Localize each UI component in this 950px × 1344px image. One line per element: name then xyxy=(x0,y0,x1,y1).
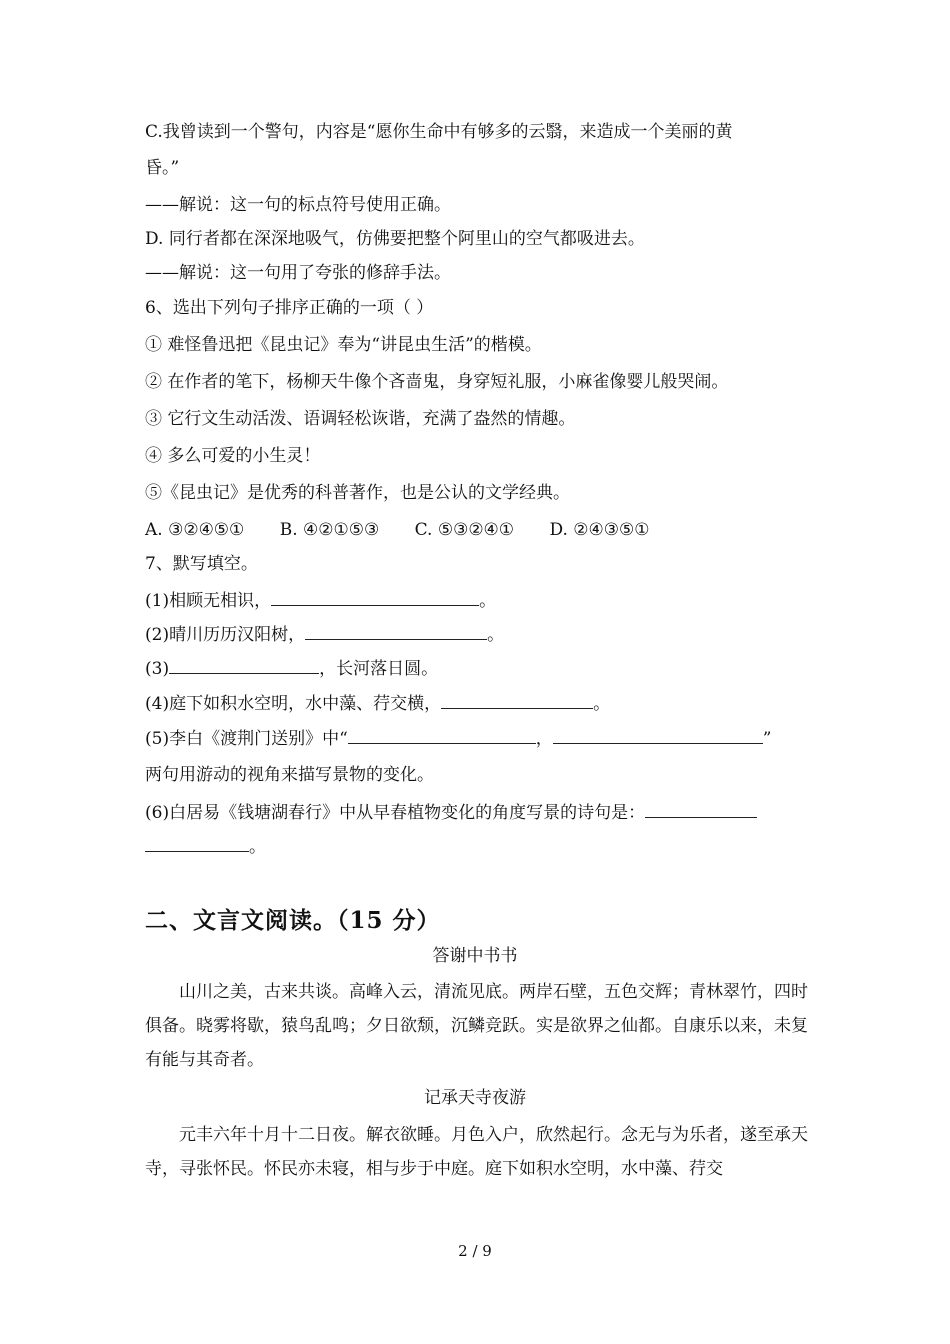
question-6-stem: 6、选出下列句子排序正确的一项（ ） xyxy=(145,298,434,318)
choice-d: D. ②④③⑤① xyxy=(549,520,650,540)
choice-a: A. ③②④⑤① xyxy=(145,520,245,540)
q7-item-2: (2)晴川历历汉阳树， 。 xyxy=(145,622,504,647)
q7-item-5-continued: 两句用游动的视角来描写景物的变化。 xyxy=(145,765,434,785)
q7-item-6: (6)白居易《钱塘湖春行》中从早春植物变化的角度写景的诗句是： xyxy=(145,800,757,825)
option-d-note: ——解说：这一句用了夸张的修辞手法。 xyxy=(145,263,451,283)
choice-b: B. ④②①⑤③ xyxy=(279,520,380,540)
section-heading: 二、文言文阅读。（15 分） xyxy=(145,907,441,934)
answer-blank[interactable] xyxy=(645,800,757,818)
answer-blank[interactable] xyxy=(305,622,487,640)
q6-choices xyxy=(145,518,680,542)
option-d-line1: D. 同行者都在深深地吸气，仿佛要把整个阿里山的空气都吸进去。 xyxy=(145,229,645,249)
q7-item-6-continued: 。 xyxy=(145,834,266,859)
q7-item-3: (3) ，长河落日圆。 xyxy=(145,656,438,681)
q6-sentence-2: ② 在作者的笔下，杨柳天牛像个吝啬鬼，身穿短礼服，小麻雀像婴儿般哭闹。 xyxy=(145,372,729,392)
q7-item-1: (1)相顾无相识， 。 xyxy=(145,588,496,613)
passage-2-text: 元丰六年十月十二日夜。解衣欲睡。月色入户，欣然起行。念无与为乐者，遂至承天寺，寻张怀民。怀民亦未寝，相与步于中庭。庭下如积水空明，水中藻、荇交 xyxy=(145,1125,808,1179)
answer-blank[interactable] xyxy=(271,588,479,606)
option-c-line2: 昏。” xyxy=(145,158,180,178)
answer-blank[interactable] xyxy=(169,656,319,674)
answer-blank[interactable] xyxy=(441,691,593,709)
answer-blank[interactable] xyxy=(348,726,536,744)
answer-blank[interactable] xyxy=(145,834,249,852)
passage-1-text: 山川之美，古来共谈。高峰入云，清流见底。两岸石壁，五色交辉；青林翠竹，四时俱备。晓雾将歇，猿鸟乱鸣；夕日欲颓，沉鳞竞跃。实是欲界之仙都。自康乐以来，未复有能与其奇者。 xyxy=(145,982,808,1070)
q6-sentence-5: ⑤《昆虫记》是优秀的科普著作，也是公认的文学经典。 xyxy=(145,483,570,503)
choice-c: C. ⑤③②④① xyxy=(414,520,515,540)
q7-item-5: (5)李白《渡荆门送别》中“ ， ” xyxy=(145,726,771,751)
q6-sentence-1: ① 难怪鲁迅把《昆虫记》奉为“讲昆虫生活”的楷模。 xyxy=(145,335,542,355)
passage-2-title: 记承天寺夜游 xyxy=(424,1088,526,1108)
q6-sentence-4: ④ 多么可爱的小生灵！ xyxy=(145,446,321,466)
question-7-stem: 7、默写填空。 xyxy=(145,554,258,574)
q6-sentence-3: ③ 它行文生动活泼、语调轻松诙谐，充满了盎然的情趣。 xyxy=(145,409,576,429)
option-c-line1: C.我曾读到一个警句，内容是“愿你生命中有够多的云翳，来造成一个美丽的黄 xyxy=(145,122,733,142)
q7-item-4: (4)庭下如积水空明，水中藻、荇交横， 。 xyxy=(145,691,610,716)
page-number: 2 / 9 xyxy=(458,1242,492,1260)
passage-1-title: 答谢中书书 xyxy=(432,946,518,966)
option-c-note: ——解说：这一句的标点符号使用正确。 xyxy=(145,195,451,215)
answer-blank[interactable] xyxy=(553,726,763,744)
